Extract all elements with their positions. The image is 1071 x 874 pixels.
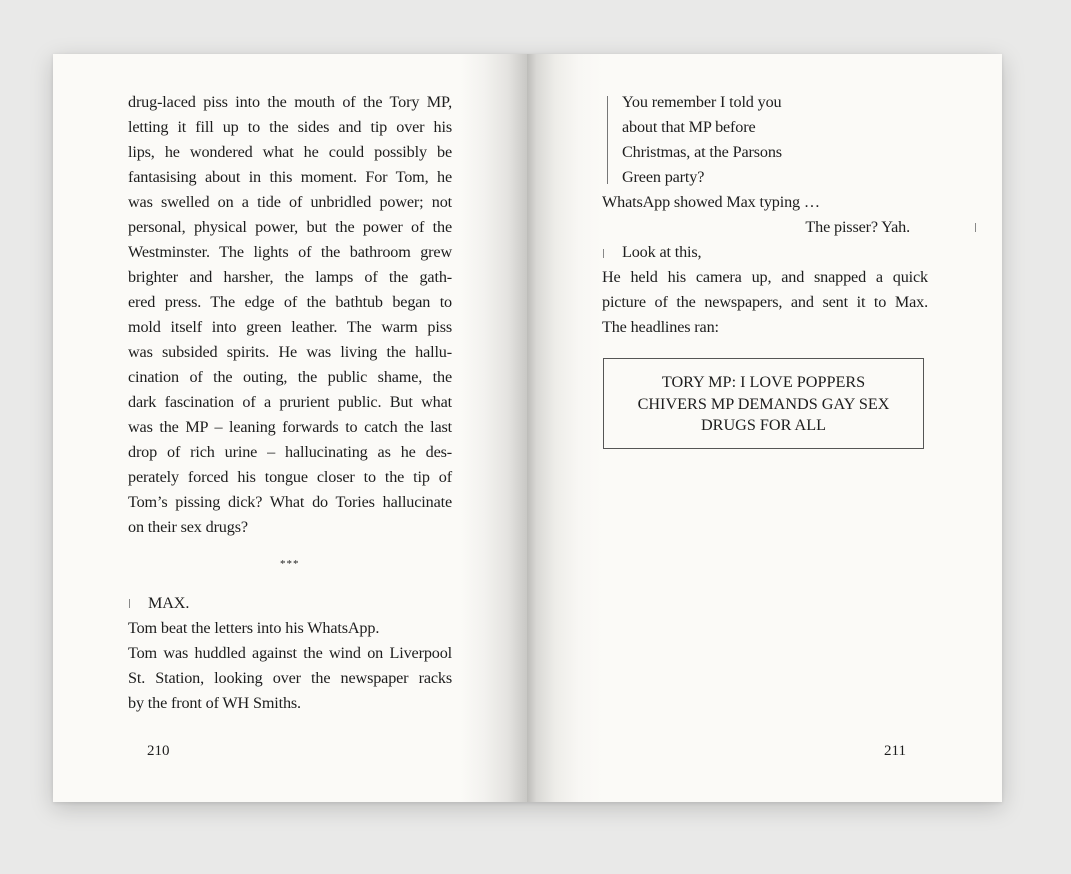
body-line: Tom beat the letters into his WhatsApp. [128,619,380,637]
section-break: *** [280,558,300,570]
body-line: St. Station, looking over the newspaper racks [128,669,452,687]
body-line: personal, physical power, but the power of the [128,218,452,236]
body-line: by the front of WH Smiths. [128,694,301,712]
body-line: cination of the outing, the public shame, the [128,368,452,386]
body-line: Tom was huddled against the wind on Liverpool [128,644,452,662]
body-line: fantasising about in this moment. For Tom, he [128,168,452,186]
body-line: brighter and harsher, the lamps of the gath- [128,268,452,286]
message-marker [129,599,130,608]
look-message: Look at this, [622,243,702,261]
left-page [53,54,527,802]
right-page [527,54,1002,802]
body-line: picture of the newspapers, and sent it to Max. [602,293,928,311]
headline-line: CHIVERS MP DEMANDS GAY SEX [637,394,890,413]
message-max: MAX. [148,594,190,612]
body-line: He held his camera up, and snapped a quick [602,268,928,286]
body-line: lips, he wondered what he could possibly be [128,143,452,161]
body-line: Westminster. The lights of the bathroom grew [128,243,452,261]
body-line: letting it fill up to the sides and tip over his [128,118,452,136]
quoted-message-line: Christmas, at the Parsons [622,143,782,161]
reply-message: The pisser? Yah. [805,218,910,236]
body-line: Tom’s pissing dick? What do Tories hallucinate [128,493,452,511]
body-line: dark fascination of a prurient public. But what [128,393,452,411]
body-line: The headlines ran: [602,318,719,336]
quoted-message-line: Green party? [622,168,705,186]
body-line: drop of rich urine – hallucinating as he des- [128,443,452,461]
body-line: was subsided spirits. He was living the hallu- [128,343,452,361]
quote-bar [607,96,608,184]
quoted-message-line: You remember I told you [622,93,782,111]
body-line: mold itself into green leather. The warm piss [128,318,452,336]
message-marker [603,249,604,258]
open-book-spread [53,54,1002,802]
body-line: ered press. The edge of the bathtub began to [128,293,452,311]
page-number-right: 211 [884,743,906,759]
headline-box [603,358,924,449]
reply-marker [975,223,976,232]
page-number-left: 210 [147,743,170,759]
body-line-last: on their sex drugs? [128,518,248,536]
body-line: perately forced his tongue closer to the tip of [128,468,452,486]
body-line: was the MP – leaning forwards to catch the last [128,418,452,436]
headline-line: DRUGS FOR ALL [700,416,827,434]
typing-status: WhatsApp showed Max typing … [602,193,820,211]
quoted-message-line: about that MP before [622,118,756,136]
headline-line: TORY MP: I LOVE POPPERS [661,373,866,391]
body-line: was swelled on a tide of unbridled power; not [128,193,452,211]
body-line: drug-laced piss into the mouth of the Tory MP, [128,93,452,111]
